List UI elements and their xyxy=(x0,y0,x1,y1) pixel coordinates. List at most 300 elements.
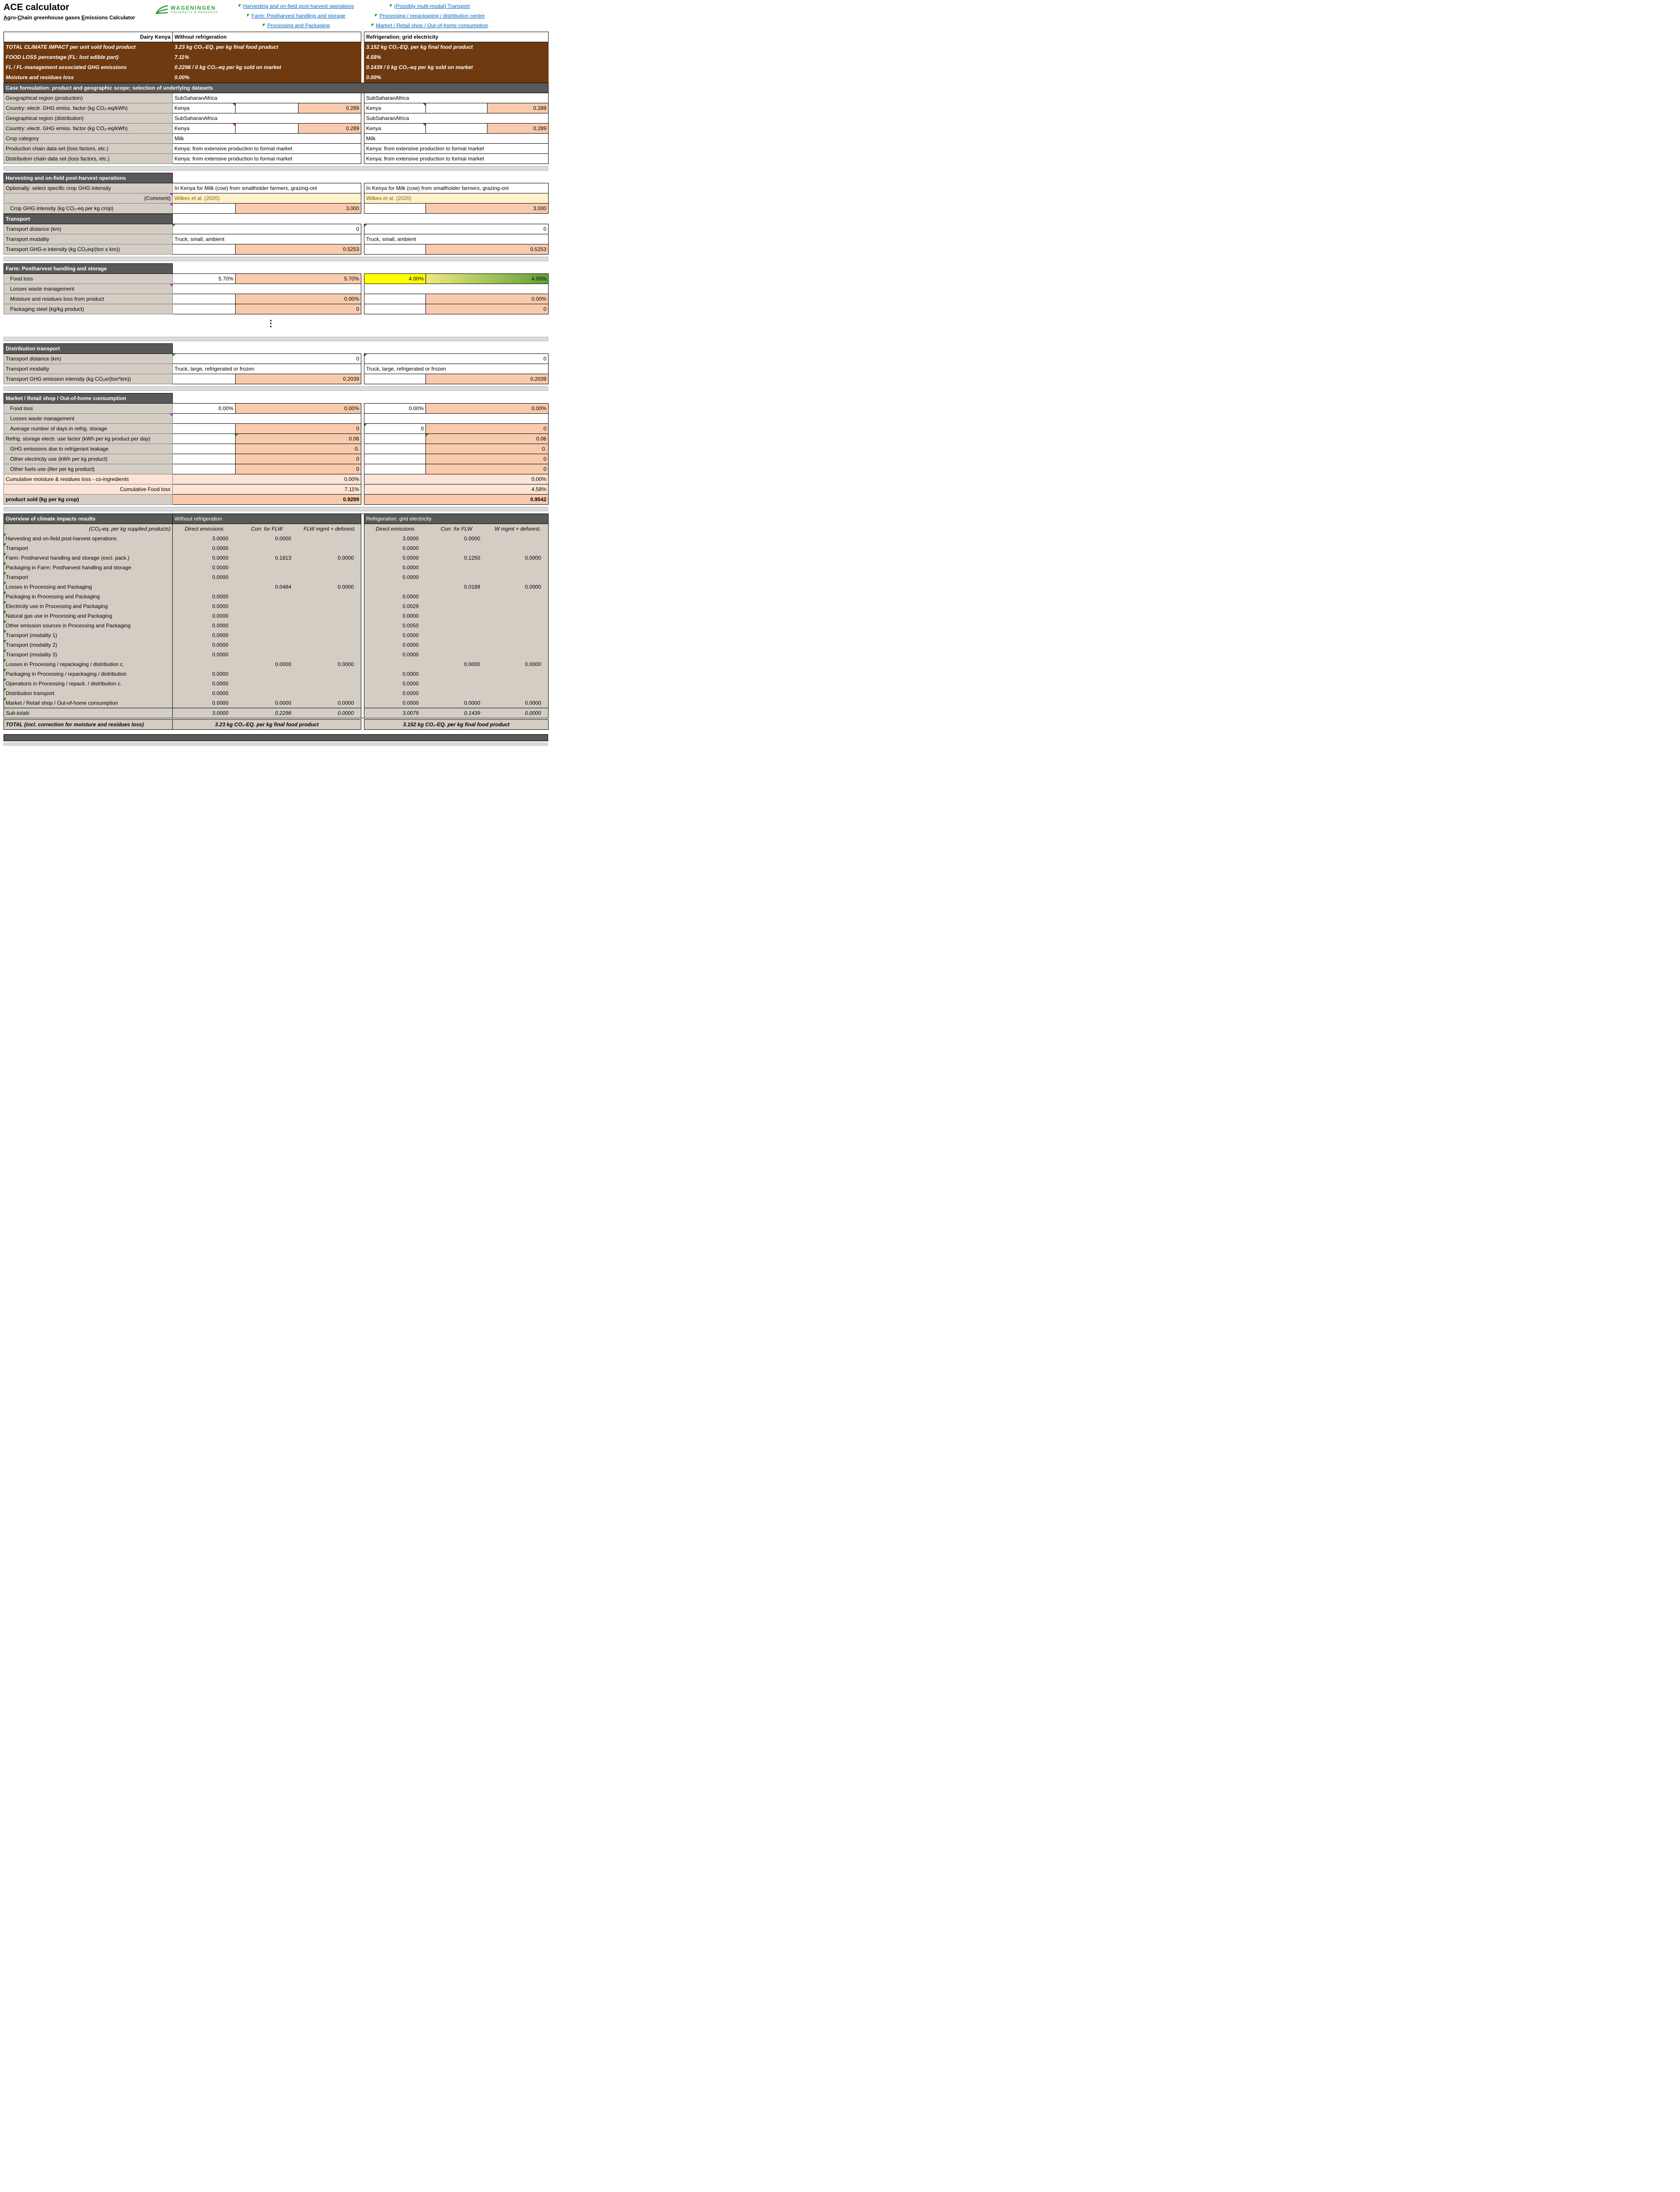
table-row xyxy=(4,204,549,214)
results-label-text: Farm: Postharvest handling and storage (excl. pack.) xyxy=(6,554,130,561)
subtitle-fragment: E xyxy=(81,15,85,21)
total-label: TOTAL (incl. correction for moisture and residues loss) xyxy=(4,720,173,730)
transport-modality-select-a[interactable]: Truck, small, ambient xyxy=(173,234,361,244)
refrigerant-leakage-input-a[interactable]: 0. xyxy=(236,444,361,454)
row-label: Transport modality xyxy=(4,364,173,374)
table-row xyxy=(4,154,549,164)
row-label xyxy=(4,284,173,294)
value-cell xyxy=(487,563,549,572)
country-value: Kenya xyxy=(175,105,190,111)
results-row xyxy=(4,572,549,582)
formula-indicator-icon xyxy=(4,688,7,691)
link-transport[interactable]: (Possibly multi-modal) Transport xyxy=(394,3,470,9)
country-value: Kenya xyxy=(366,125,382,131)
empty-cell xyxy=(364,464,426,474)
formula-indicator-icon xyxy=(4,601,7,604)
dist-ghg-intensity-input-b[interactable]: 0.2039 xyxy=(426,374,549,384)
subtotal-value: 3.0079 xyxy=(364,708,426,718)
smart-tag-indicator-icon xyxy=(170,204,172,206)
transport-ghg-intensity-input-a[interactable]: 0.5253 xyxy=(236,244,361,255)
app-subtitle xyxy=(4,15,155,21)
summary-value-b: 0.1439 / 0 kg CO₂-eq per kg sold on market xyxy=(364,62,549,73)
row-label: Cumulative moisture & residues loss - co-ingredients xyxy=(4,474,173,484)
value-cell: 0.0000 xyxy=(173,563,236,572)
smart-tag-indicator-icon xyxy=(423,124,425,126)
crop-ghg-label: Crop GHG intensity (kg CO₂-eq per kg crop) xyxy=(10,205,113,211)
row-label: Food loss xyxy=(4,274,173,284)
subtotal-value: 0.1439 xyxy=(426,708,487,718)
results-subheader-row xyxy=(4,524,549,534)
link-distribution-centre[interactable]: Processing / repackaging / distribution centre xyxy=(379,13,485,19)
losses-waste-select-b[interactable] xyxy=(364,284,549,294)
empty-cell xyxy=(364,444,426,454)
transport-distance-input-a[interactable] xyxy=(173,224,361,234)
summary-label: FL / FL-management associated GHG emissions xyxy=(4,62,173,73)
product-sold-value-b: 0.9542 xyxy=(364,495,549,505)
results-row-label xyxy=(4,601,173,611)
link-harvesting[interactable]: Harvesting and on-field post-harvest operations xyxy=(243,3,354,9)
refrig-days-input-a[interactable]: 0 xyxy=(236,424,361,434)
summary-value-b: 0.00% xyxy=(364,73,549,83)
section-divider xyxy=(4,257,548,261)
total-row xyxy=(4,720,549,730)
results-label-text: Transport xyxy=(6,574,28,580)
row-label: Geographical region (distribution) xyxy=(4,113,173,124)
subtitle-fragment: A xyxy=(4,15,7,21)
dist-distance-input-a[interactable] xyxy=(173,354,361,364)
value-cell: 0.0000 xyxy=(173,553,236,563)
distribution-chain-select-b[interactable]: Kenya: from extensive production to formal market xyxy=(364,154,549,164)
smart-tag-indicator-icon xyxy=(233,103,235,106)
country-value: Kenya xyxy=(366,105,382,111)
row-label: GHG emissions due to refrigerant leakage xyxy=(4,444,173,454)
value-cell xyxy=(426,640,487,650)
summary-value-b: 3.152 kg CO₂-EQ. per kg final food product xyxy=(364,42,549,52)
results-label-text: Market / Retail shop / Out-of-home consumption xyxy=(6,699,118,706)
value-cell xyxy=(236,640,298,650)
crop-ghg-intensity-select-b[interactable]: In Kenya for Milk (cow) from smallholder farmers, grazing-onl xyxy=(364,183,549,193)
table-row xyxy=(4,144,549,154)
value-cell xyxy=(426,688,487,698)
value-cell: 0.0000 xyxy=(173,640,236,650)
table-row xyxy=(4,474,549,484)
packaging-steel-input-b[interactable]: 0 xyxy=(426,304,549,314)
results-label-text: Transport (modality 2) xyxy=(6,641,57,648)
electr-factor-value-b[interactable]: 0.289 xyxy=(487,103,549,113)
value-cell xyxy=(236,630,298,640)
formula-indicator-icon xyxy=(4,650,7,652)
empty-cell xyxy=(364,434,426,444)
results-row xyxy=(4,659,549,669)
results-row-label xyxy=(4,659,173,669)
overview-a-header: Without refrigeration xyxy=(173,514,361,524)
results-row-label xyxy=(4,621,173,630)
section-divider xyxy=(4,386,548,391)
summary-label: TOTAL CLIMATE IMPACT per unit sold food product xyxy=(4,42,173,52)
country-select-b[interactable] xyxy=(364,103,426,113)
smart-tag-indicator-icon xyxy=(170,284,172,287)
col-header-corr-a: Corr. for FLW xyxy=(236,524,298,534)
refrigerant-leakage-input-b[interactable]: 0. xyxy=(426,444,549,454)
comment-cell-a: Wilkes et al. (2020) xyxy=(173,193,361,204)
value-cell xyxy=(236,611,298,621)
empty-cell xyxy=(426,124,487,134)
table-row xyxy=(4,244,549,255)
formula-indicator-icon xyxy=(4,659,7,662)
refrig-days-default-b xyxy=(364,424,426,434)
production-chain-select-b[interactable]: Kenya: from extensive production to formal market xyxy=(364,144,549,154)
results-label-text: Losses in Processing / repackaging / distribution c. xyxy=(6,661,124,667)
results-row xyxy=(4,679,549,688)
results-label-text: Transport xyxy=(6,545,28,551)
losses-waste-select-a[interactable] xyxy=(173,284,361,294)
value-cell xyxy=(298,669,361,679)
row-label: Moisture and residues loss from product xyxy=(4,294,173,304)
value-cell xyxy=(298,601,361,611)
refrig-electr-factor-input-b[interactable] xyxy=(426,434,549,444)
transport-modality-select-b[interactable]: Truck, small, ambient xyxy=(364,234,549,244)
results-label-text: Packaging in Processing / repackaging / distribution xyxy=(6,670,127,677)
dist-modality-select-a[interactable]: Truck, large, refrigerated or frozen xyxy=(173,364,361,374)
results-label-text: Natural gas use in Processing and Packaging xyxy=(6,612,113,619)
row-label: Optionally: select specific crop GHG intensity xyxy=(4,183,173,193)
electr-factor-value-b[interactable]: 0.289 xyxy=(487,124,549,134)
smart-tag-indicator-icon xyxy=(233,124,235,126)
nav-links-col2 xyxy=(371,3,488,29)
smart-tag-indicator-icon xyxy=(423,103,425,106)
value-cell: 0.0000 xyxy=(236,534,298,543)
ace-calculator-sheet xyxy=(0,0,560,751)
production-chain-select-a[interactable]: Kenya: from extensive production to formal market xyxy=(173,144,361,154)
section-title: Harvesting and on-field post-harvest operations xyxy=(6,175,126,181)
table-row xyxy=(4,274,549,284)
dist-distance-input-b[interactable] xyxy=(364,354,549,364)
results-row-label xyxy=(4,650,173,659)
transport-table xyxy=(4,214,549,255)
cumulative-moisture-loss-b: 0.00% xyxy=(364,474,549,484)
section-header-case-formulation: Case formulation: product and geographic scope; selection of underlying datasets xyxy=(4,83,549,93)
value-cell xyxy=(487,650,549,659)
empty-cell xyxy=(364,204,426,214)
value-cell: 0.0000 xyxy=(364,650,426,659)
value-cell xyxy=(236,621,298,630)
value-cell xyxy=(298,572,361,582)
value-cell xyxy=(236,669,298,679)
formula-indicator-icon xyxy=(4,553,7,556)
comment-cell-b: Wilkes et al. (2020) xyxy=(364,193,549,204)
results-row xyxy=(4,563,549,572)
value-cell xyxy=(298,543,361,553)
market-losses-waste-select-a[interactable] xyxy=(173,414,361,424)
refrig-electr-factor-input-a[interactable] xyxy=(236,434,361,444)
section-divider xyxy=(4,507,548,511)
table-row xyxy=(4,103,549,113)
results-row xyxy=(4,611,549,621)
header xyxy=(4,2,548,29)
dist-modality-select-b[interactable]: Truck, large, refrigerated or frozen xyxy=(364,364,549,374)
row-label: Crop category xyxy=(4,134,173,144)
value-cell xyxy=(298,650,361,659)
value-cell: 0.0000 xyxy=(173,621,236,630)
value-cell xyxy=(426,679,487,688)
link-farm[interactable]: Farm: Postharvest handling and storage xyxy=(251,13,345,19)
food-loss-override-b[interactable]: 4.00% xyxy=(364,274,426,284)
value-cell xyxy=(426,572,487,582)
subtotals-label: Sub-totals xyxy=(4,708,173,718)
overview-b-header: Refrigeration; grid electricity xyxy=(364,514,549,524)
value-cell xyxy=(298,679,361,688)
value-cell: 0.0000 xyxy=(364,592,426,601)
moisture-loss-input-b[interactable]: 0.00% xyxy=(426,294,549,304)
subtotal-value: 0.2298 xyxy=(236,708,298,718)
col-header-flw-b: W mgmt + deforest. xyxy=(487,524,549,534)
empty-cell xyxy=(173,294,236,304)
value-cell: 0.0000 xyxy=(298,659,361,669)
section-header-distribution-transport: Distribution transport xyxy=(4,344,173,354)
value-cell: 0.0000 xyxy=(364,543,426,553)
value-cell: 0.0000 xyxy=(487,553,549,563)
value-cell: 0.0000 xyxy=(173,601,236,611)
subtitle-fragment: hain greenhouse gases xyxy=(21,15,82,21)
value-cell: 0.0000 xyxy=(364,669,426,679)
table-row xyxy=(4,183,549,193)
logo-line2: UNIVERSITY & RESEARCH xyxy=(171,11,218,14)
formula-indicator-icon xyxy=(173,354,175,357)
empty-cell xyxy=(236,124,298,134)
row-label: Country: electr. GHG emiss. factor (kg CO₂-eq/kWh) xyxy=(4,103,173,113)
other-fuels-input-b[interactable]: 0 xyxy=(426,464,549,474)
results-label-text: Packaging in Processing and Packaging xyxy=(6,593,100,600)
section-header-overview: Overview of climate impacts results xyxy=(4,514,173,524)
value-cell xyxy=(236,572,298,582)
table-row xyxy=(4,124,549,134)
subtitle-fragment: missions Calculator xyxy=(85,15,135,21)
value-cell: 0.0000 xyxy=(173,679,236,688)
value-cell xyxy=(236,592,298,601)
table-row xyxy=(4,424,549,434)
value-cell xyxy=(426,630,487,640)
formula-indicator-icon xyxy=(4,572,7,575)
cumulative-moisture-loss-a: 0.00% xyxy=(173,474,361,484)
row-label xyxy=(4,193,173,204)
market-food-loss-input-b[interactable]: 0.00% xyxy=(426,404,549,414)
results-row-label xyxy=(4,543,173,553)
transport-distance-input-b[interactable] xyxy=(364,224,549,234)
food-loss-input-b[interactable]: 4.00% xyxy=(426,274,549,284)
comment-indicator-icon xyxy=(263,24,265,26)
row-label: Average number of days in refrig. storage xyxy=(4,424,173,434)
crop-category-select-a[interactable]: Milk xyxy=(173,134,361,144)
formula-indicator-icon xyxy=(4,630,7,633)
value-cell xyxy=(487,621,549,630)
distribution-chain-select-a[interactable]: Kenya: from extensive production to formal market xyxy=(173,154,361,164)
product-sold-value-a: 0.9289 xyxy=(173,495,361,505)
value-cell: 0.0000 xyxy=(173,650,236,659)
section-header-harvesting xyxy=(4,173,173,183)
formula-indicator-icon xyxy=(4,669,7,672)
comment-indicator-icon xyxy=(375,14,378,17)
table-row xyxy=(4,364,549,374)
table-row xyxy=(4,495,549,505)
results-row-label xyxy=(4,534,173,543)
results-unit-label: (CO₂-eq. per kg supplied products) xyxy=(4,524,173,534)
results-row-label xyxy=(4,572,173,582)
value-cell xyxy=(236,650,298,659)
crop-ghg-intensity-select-a[interactable]: In Kenya for Milk (cow) from smallholder farmers, grazing-onl xyxy=(173,183,361,193)
scenario-a-header: Without refrigeration xyxy=(173,32,361,42)
value-cell xyxy=(173,659,236,669)
electr-factor-value-a[interactable]: 0.289 xyxy=(298,124,361,134)
table-row xyxy=(4,93,549,103)
results-label-text: Losses in Processing and Packaging xyxy=(6,583,92,590)
smart-tag-indicator-icon xyxy=(170,264,172,266)
row-label: Distribution chain data set (loss factors, etc.) xyxy=(4,154,173,164)
value-cell xyxy=(487,669,549,679)
value-cell xyxy=(298,611,361,621)
other-electricity-input-b[interactable]: 0 xyxy=(426,454,549,464)
other-electricity-input-a[interactable]: 0 xyxy=(236,454,361,464)
row-label xyxy=(4,204,173,214)
value-cell xyxy=(298,621,361,630)
value-cell xyxy=(487,543,549,553)
summary-row xyxy=(4,73,549,83)
results-row xyxy=(4,601,549,611)
table-row xyxy=(4,224,549,234)
value-cell: 0.0000 xyxy=(426,534,487,543)
nav-links-col1 xyxy=(239,3,354,29)
dist-ghg-intensity-input-a[interactable]: 0.2039 xyxy=(236,374,361,384)
subtitle-fragment: C xyxy=(18,15,22,21)
crop-category-select-b[interactable]: Milk xyxy=(364,134,549,144)
formula-indicator-icon xyxy=(4,611,7,614)
col-header-direct-a: Direct emissions xyxy=(173,524,236,534)
section-divider xyxy=(4,166,548,171)
transport-distance-value: 0 xyxy=(356,226,360,232)
empty-cell xyxy=(173,244,236,255)
empty-cell xyxy=(173,434,236,444)
results-row xyxy=(4,630,549,640)
nav-links xyxy=(239,2,488,29)
crop-ghg-intensity-input-b[interactable]: 3.000 xyxy=(426,204,549,214)
value-cell xyxy=(426,611,487,621)
row-label xyxy=(4,434,173,444)
empty-cell xyxy=(364,374,426,384)
empty-cell xyxy=(236,103,298,113)
market-losses-waste-select-b[interactable] xyxy=(364,414,549,424)
crop-ghg-intensity-input-a[interactable]: 3.000 xyxy=(236,204,361,214)
value-cell: 0.0000 xyxy=(487,659,549,669)
table-row xyxy=(4,414,549,424)
row-label: Packaging steel (kg/kg product) xyxy=(4,304,173,314)
bottom-divider xyxy=(4,743,548,746)
refrig-electr-factor-value: 0.06 xyxy=(536,435,547,442)
market-food-loss-default-a: 0.00% xyxy=(173,404,236,414)
results-label-text: Harvesting and on-field post-harvest operations xyxy=(6,535,117,542)
value-cell: 0.1813 xyxy=(236,553,298,563)
other-fuels-input-a[interactable]: 0 xyxy=(236,464,361,474)
value-cell: 0.1250 xyxy=(426,553,487,563)
dist-distance-value: 0 xyxy=(543,355,547,362)
link-market[interactable]: Market / Retail shop / Out-of-home consumption xyxy=(376,22,488,29)
value-cell: 0.0050 xyxy=(364,621,426,630)
row-label: Transport distance (km) xyxy=(4,354,173,364)
row-label: Transport GHG emission intensity (kg CO₂e/(ton*km)) xyxy=(4,374,173,384)
market-food-loss-input-a[interactable]: 0.00% xyxy=(236,404,361,414)
summary-label: Moisture and residues loss xyxy=(4,73,173,83)
value-cell xyxy=(487,611,549,621)
results-row xyxy=(4,698,549,708)
region-distribution-select-a[interactable]: SubSaharanAfrica xyxy=(173,113,361,124)
distribution-transport-table xyxy=(4,343,549,384)
formula-indicator-icon xyxy=(4,534,7,536)
value-cell xyxy=(487,592,549,601)
formula-indicator-icon xyxy=(364,354,367,357)
smart-tag-indicator-icon xyxy=(170,193,172,196)
value-cell xyxy=(426,621,487,630)
results-row-label xyxy=(4,688,173,698)
col-header-direct-b: Direct emissions xyxy=(364,524,426,534)
col-header-corr-b: Corr. for FLW xyxy=(426,524,487,534)
value-cell xyxy=(426,650,487,659)
empty-cell xyxy=(173,374,236,384)
value-cell xyxy=(426,543,487,553)
region-production-select-b[interactable]: SubSaharanAfrica xyxy=(364,93,549,103)
title-block xyxy=(4,2,155,21)
value-cell: 0.0484 xyxy=(236,582,298,592)
refrig-factor-label: Refrig. storage electr. use factor (kWh per kg product per day) xyxy=(6,435,150,442)
value-cell: 0.0000 xyxy=(364,679,426,688)
link-processing-packaging[interactable]: Processing and Packaging xyxy=(267,22,330,29)
country-select-a[interactable] xyxy=(173,124,236,134)
results-row xyxy=(4,669,549,679)
electr-factor-value-a[interactable]: 0.289 xyxy=(298,103,361,113)
value-cell xyxy=(298,534,361,543)
results-row xyxy=(4,553,549,563)
table-row xyxy=(4,404,549,414)
country-select-a[interactable] xyxy=(173,103,236,113)
region-distribution-select-b[interactable]: SubSaharanAfrica xyxy=(364,113,549,124)
results-label-text: Operations in Processing / repack. / distribution c. xyxy=(6,680,122,687)
results-row xyxy=(4,650,549,659)
cumulative-food-loss-b: 4.58% xyxy=(364,484,549,495)
next-section-bar xyxy=(4,734,548,741)
results-row-label xyxy=(4,630,173,640)
refrig-days-input-b[interactable]: 0 xyxy=(426,424,549,434)
row-label: product sold (kg per kg crop) xyxy=(4,495,173,505)
food-loss-input-a[interactable]: 5.70% xyxy=(236,274,361,284)
empty-cell xyxy=(364,294,426,304)
value-cell xyxy=(236,601,298,611)
country-select-b[interactable] xyxy=(364,124,426,134)
region-production-select-a[interactable]: SubSaharanAfrica xyxy=(173,93,361,103)
value-cell: 0.0000 xyxy=(298,582,361,592)
packaging-steel-input-a[interactable]: 0 xyxy=(236,304,361,314)
value-cell xyxy=(298,592,361,601)
refrig-electr-factor-value: 0.06 xyxy=(349,435,360,442)
subtotal-value: 0.0000 xyxy=(487,708,549,718)
smart-tag-indicator-icon xyxy=(170,173,172,176)
moisture-loss-input-a[interactable]: 0.00% xyxy=(236,294,361,304)
table-row xyxy=(4,354,549,364)
formula-indicator-icon xyxy=(4,679,7,681)
row-label: Country: electr. GHG emiss. factor (kg CO₂-eq/kWh) xyxy=(4,124,173,134)
refrig-days-value: 0 xyxy=(421,425,424,432)
empty-cell xyxy=(173,454,236,464)
value-cell: 0.0000 xyxy=(173,688,236,698)
formula-indicator-icon xyxy=(4,543,7,546)
transport-ghg-intensity-input-b[interactable]: 0.5253 xyxy=(426,244,549,255)
comment-indicator-icon xyxy=(239,4,241,7)
